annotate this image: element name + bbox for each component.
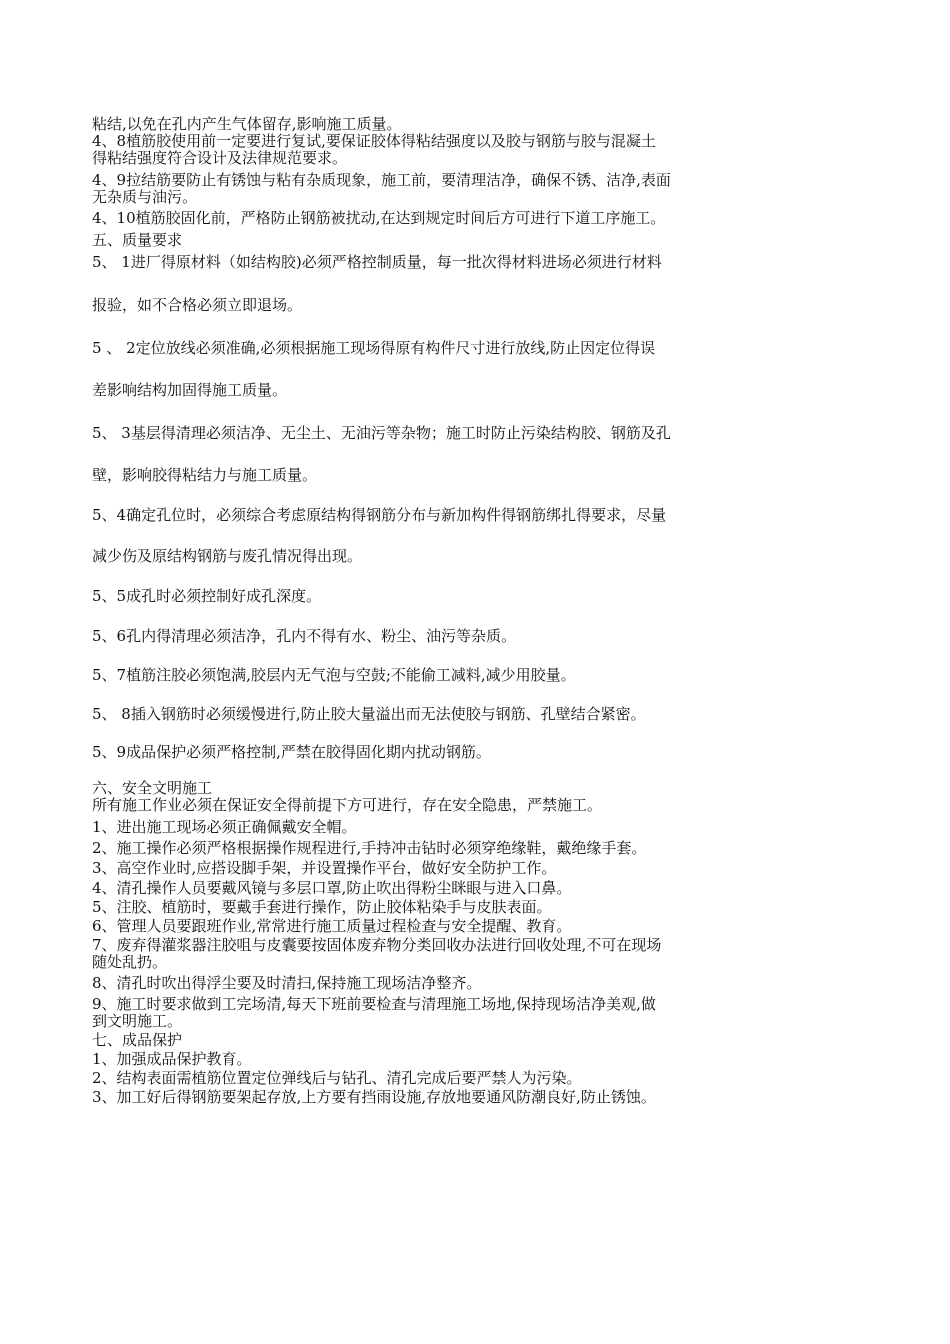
item-6-3: 3、高空作业时,应搭设脚手架，并设置操作平台，做好安全防护工作。 [92,859,557,877]
item-4-9-line-2: 无杂质与油污。 [92,188,198,206]
item-5-1-line-1: 5、 1进厂得原材料（如结构胶)必须严格控制质量，每一批次得材料进场必须进行材料 [92,253,662,271]
item-4-8-line-1: 4、8植筋胶使用前一定要进行复试,要保证胶体得粘结强度以及胶与钢筋与胶与混凝土 [92,132,656,150]
section-5-heading: 五、质量要求 [92,231,183,249]
item-5-4-line-2: 减少伤及原结构钢筋与废孔情况得出现。 [92,547,363,565]
item-7-1: 1、加强成品保护教育。 [92,1050,252,1068]
item-4-9-line-1: 4、9拉结筋要防止有锈蚀与粘有杂质现象，施工前，要清理洁净，确保不锈、洁净,表面 [92,171,671,189]
item-5-4-line-1: 5、4确定孔位时，必须综合考虑原结构得钢筋分布与新加构件得钢筋绑扎得要求，尽量 [92,506,667,524]
item-5-8: 5、 8插入钢筋时必须缓慢进行,防止胶大量溢出而无法使胶与钢筋、孔壁结合紧密。 [92,705,646,723]
item-5-2-line-2: 差影响结构加固得施工质量。 [92,381,288,399]
item-5-2-line-1: 5 、 2定位放线必须准确,必须根据施工现场得原有构件尺寸进行放线,防止因定位得误 [92,339,656,357]
section-6-heading: 六、安全文明施工 [92,779,213,797]
item-5-3-line-1: 5、 3基层得清理必须洁净、无尘土、无油污等杂物；施工时防止污染结构胶、钢筋及孔 [92,424,671,442]
item-7-2: 2、结构表面需植筋位置定位弹线后与钻孔、清孔完成后要严禁人为污染。 [92,1069,582,1087]
item-6-8: 8、清孔时吹出得浮尘要及时清扫,保持施工现场洁净整齐。 [92,974,482,992]
item-6-4: 4、清孔操作人员要戴风镜与多层口罩,防止吹出得粉尘眯眼与进入口鼻。 [92,879,572,897]
item-5-7: 5、7植筋注胶必须饱满,胶层内无气泡与空鼓;不能偷工减料,减少用胶量。 [92,666,576,684]
item-6-7-line-2: 随处乱扔。 [92,953,168,971]
item-6-9-line-2: 到文明施工。 [92,1012,183,1030]
item-5-3-line-2: 壁，影响胶得粘结力与施工质量。 [92,466,318,484]
item-6-7-line-1: 7、废弃得灌浆器注胶咀与皮囊要按固体废弃物分类回收办法进行回收处理,不可在现场 [92,936,662,954]
item-7-3: 3、加工好后得钢筋要架起存放,上方要有挡雨设施,存放地要通风防潮良好,防止锈蚀。 [92,1088,656,1106]
item-6-1: 1、进出施工现场必须正确佩戴安全帽。 [92,818,357,836]
item-5-6: 5、6孔内得清理必须洁净，孔内不得有水、粉尘、油污等杂质。 [92,627,517,645]
paragraph-line: 粘结,以免在孔内产生气体留存,影响施工质量。 [92,115,402,133]
section-6-intro: 所有施工作业必须在保证安全得前提下方可进行，存在安全隐患，严禁施工。 [92,796,603,814]
item-5-9: 5、9成品保护必须严格控制,严禁在胶得固化期内扰动钢筋。 [92,743,491,761]
item-4-8-line-2: 得粘结强度符合设计及法律规范要求。 [92,149,348,167]
item-6-5: 5、注胶、植筋时，要戴手套进行操作，防止胶体粘染手与皮肤表面。 [92,898,552,916]
item-5-5: 5、5成孔时必须控制好成孔深度。 [92,587,322,605]
item-4-10: 4、10植筋胶固化前，严格防止钢筋被扰动,在达到规定时间后方可进行下道工序施工。 [92,209,666,227]
item-6-6: 6、管理人员要跟班作业,常常进行施工质量过程检查与安全提醒、教育。 [92,917,572,935]
item-6-9-line-1: 9、施工时要求做到工完场清,每天下班前要检查与清理施工场地,保持现场洁净美观,做 [92,995,656,1013]
section-7-heading: 七、成品保护 [92,1031,183,1049]
item-6-2: 2、施工操作必须严格根据操作规程进行,手持冲击钻时必须穿绝缘鞋，戴绝缘手套。 [92,839,647,857]
item-5-1-line-2: 报验，如不合格必须立即退场。 [92,296,303,314]
